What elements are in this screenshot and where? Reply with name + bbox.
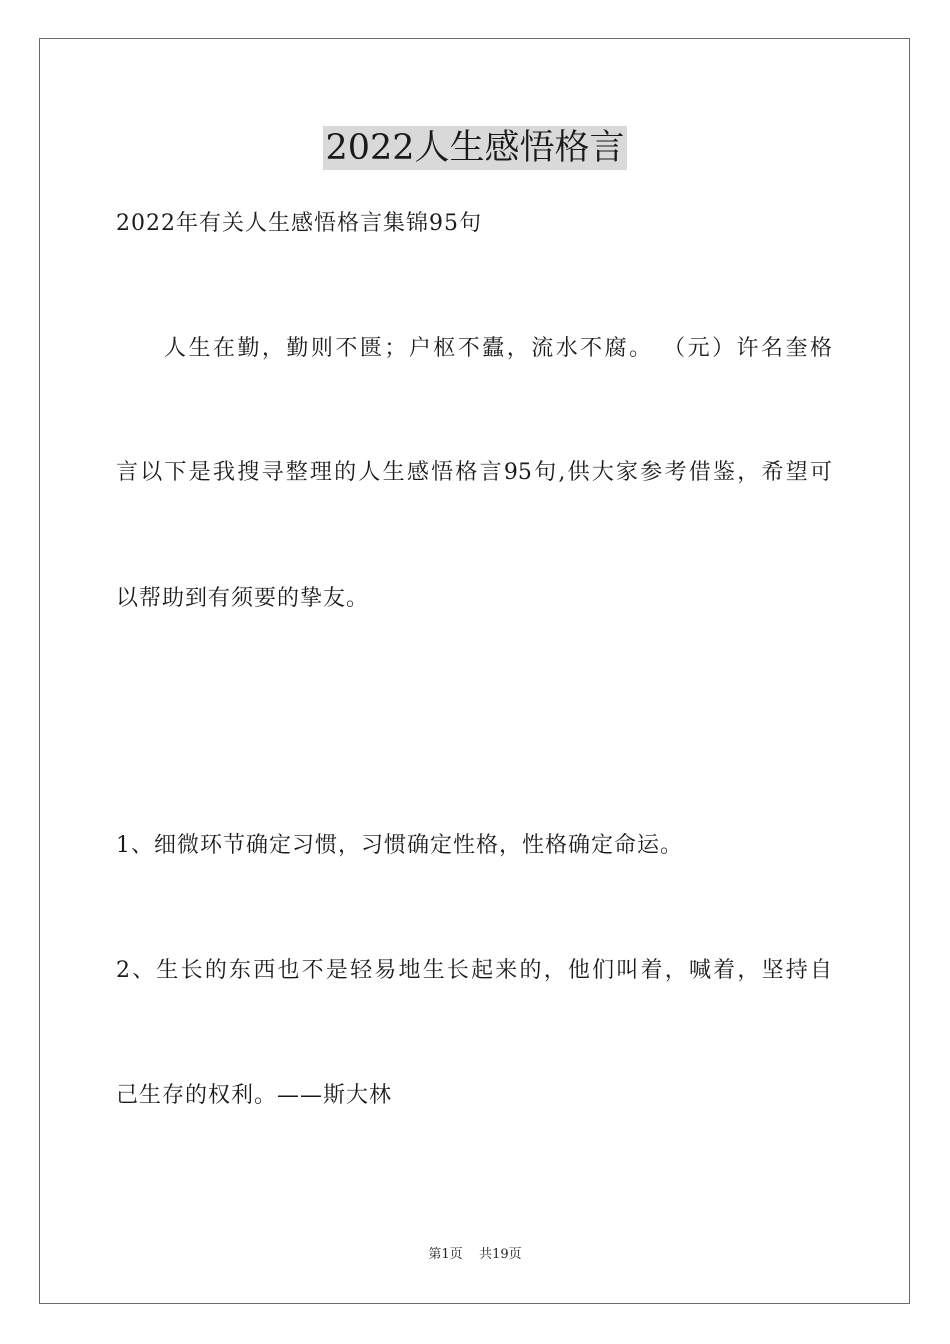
document-subtitle: 2022年有关人生感悟格言集锦95句 — [116, 211, 482, 236]
quote-item-continued: 己生存的权利。——斯大林 — [116, 1083, 393, 1108]
paragraph-line: 人生在勤，勤则不匮；户枢不蠹，流水不腐。 （元）许名奎格 — [164, 336, 832, 361]
quote-item: 1、细微环节确定习惯，习惯确定性格，性格确定命运。 — [116, 833, 683, 858]
page-number: 第1页 共19页 — [428, 1247, 522, 1262]
quote-item: 2、生长的东西也不是轻易地生长起来的，他们叫着，喊着，坚持自 — [116, 958, 832, 983]
title-container — [0, 126, 950, 170]
document-title: 2022人生感悟格言 — [325, 128, 625, 168]
paragraph-line: 以帮助到有须要的挚友。 — [116, 586, 370, 611]
paragraph-line: 言以下是我搜寻整理的人生感悟格言95句,供大家参考借鉴，希望可 — [116, 460, 832, 485]
